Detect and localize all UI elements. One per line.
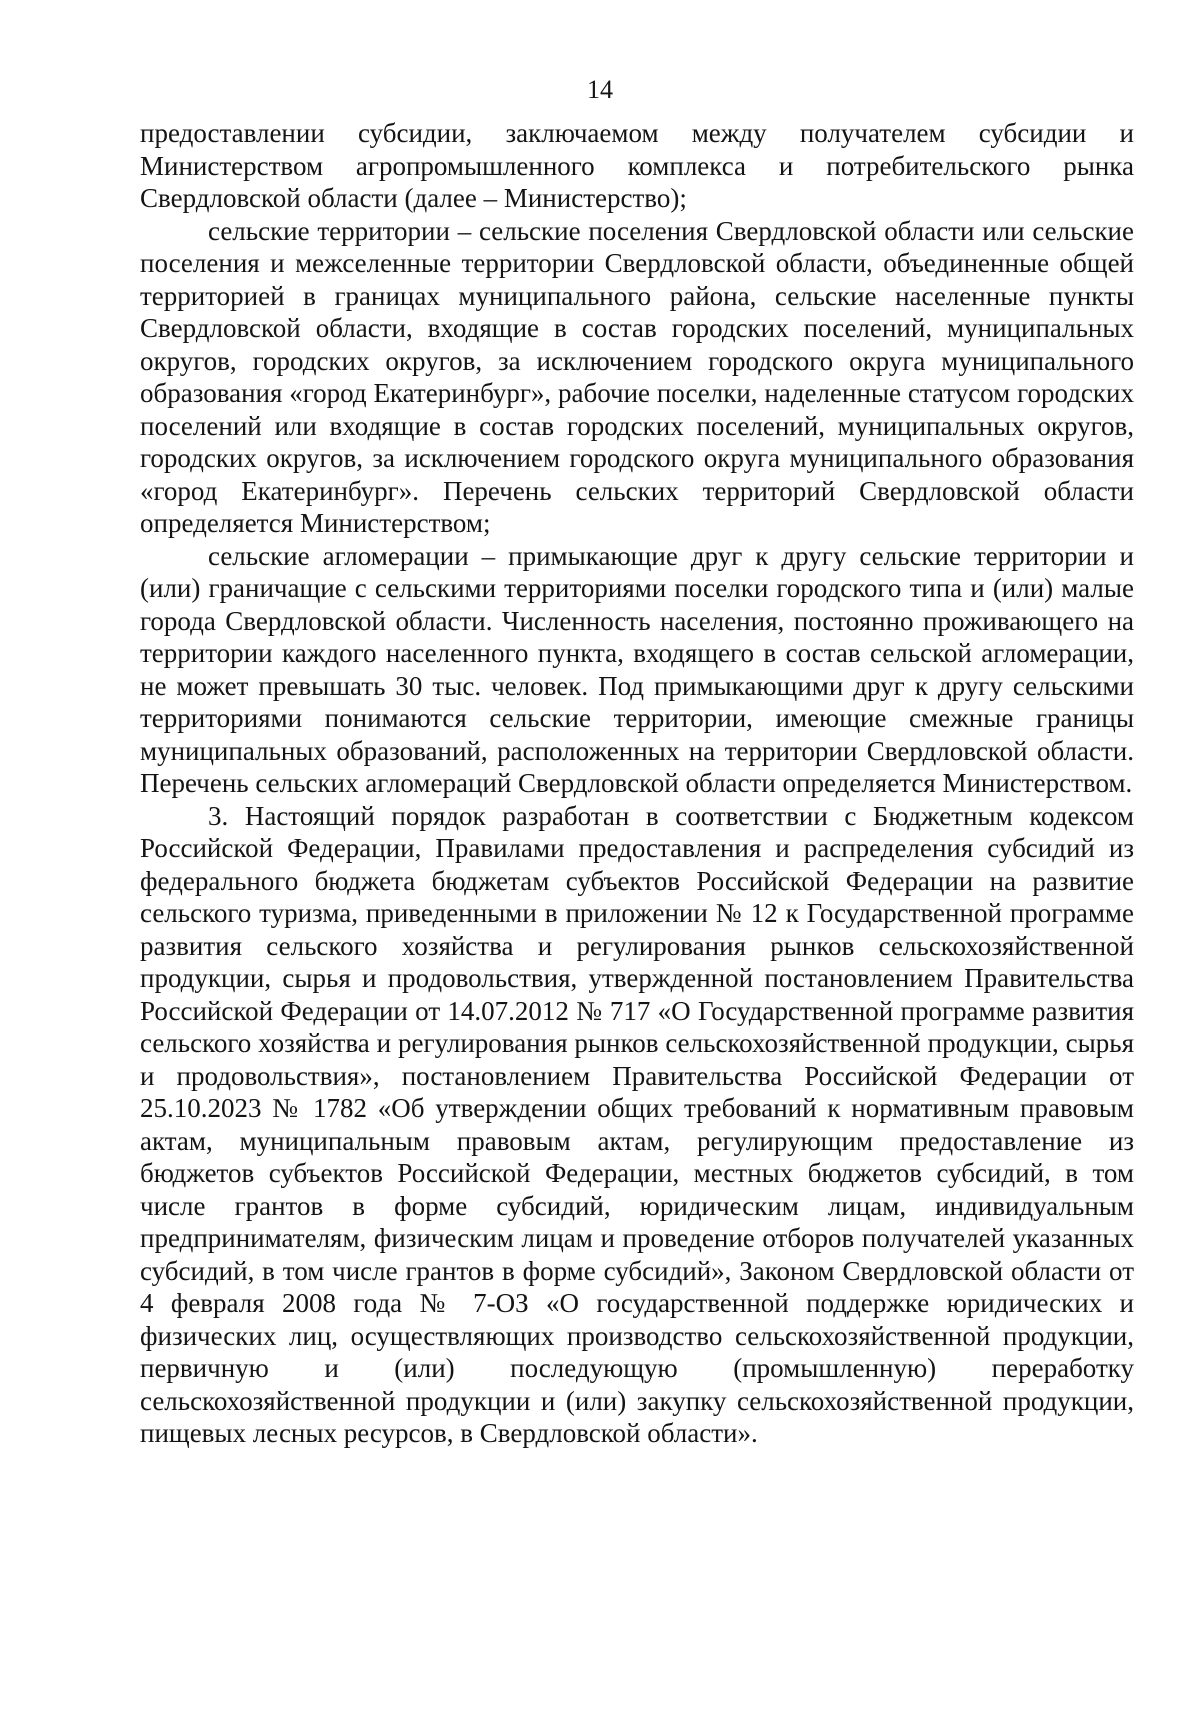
paragraph-rural-territories: сельские территории – сельские поселения Свердловской области или сельские поселения и межселенные территории Свердловской области, объединенные общей территорией в границах муниципального района, сельские населенные пункты Свердловской области, входящие в состав городских поселений, муниципальных округов, городских округов, за исключением городского округа муниципального образования «город Екатеринбург», рабочие поселки, наделенные статусом городских поселений или входящие в состав городских поселений, муниципальных округов, городских округов, за исключением городского округа муниципального образования «город Екатеринбург». Перечень сельских территорий Свердловской области определяется Министерством; <box>140 215 1134 538</box>
paragraph-continuation: предоставлении субсидии, заключаемом между получателем субсидии и Министерством агропромышленного комплекса и потребительского рынка Свердловской области (далее – Министерство); <box>140 118 1134 213</box>
paragraph-item-3: 3. Настоящий порядок разработан в соответствии с Бюджетным кодексом Российской Федерации, Правилами предоставления и распределения субсидий из федерального бюджета бюджетам субъектов Российской Федерации на развитие сельского туризма, приведенными в приложении № 12 к Государственной программе развития сельского хозяйства и регулирования рынков сельскохозяйственной продукции, сырья и продовольствия, утвержденной постановлением Правительства Российской Федерации от 14.07.2012 № 717 «О Государственной программе развития сельского хозяйства и регулирования рынков сельскохозяйственной продукции, сырья и продовольствия», постановлением Правительства Российской Федерации от 25.10.2023 № 1782 «Об утверждении общих требований к нормативным правовым актам, муниципальным правовым актам, регулирующим предоставление из бюджетов субъектов Российской Федерации, местных бюджетов субсидий, в том числе грантов в форме субсидий, юридическим лицам, индивидуальным предпринимателям, физическим лицам и проведение отборов получателей указанных субсидий, в том числе грантов в форме субсидий», Законом Свердловской области от 4 февраля 2008 года № 7-ОЗ «О государственной поддержке юридических и физических лиц, осуществляющих производство сельскохозяйственной продукции, первичную и (или) последующую (промышленную) переработку сельскохозяйственной продукции и (или) закупку сельскохозяйственной продукции, пищевых лесных ресурсов, в Свердловской области». <box>140 800 1134 1448</box>
document-body <box>140 117 1134 1450</box>
paragraph-rural-agglomerations: сельские агломерации – примыкающие друг к другу сельские территории и (или) граничащие с сельскими территориями поселки городского типа и (или) малые города Свердловской области. Численность населения, постоянно проживающего на территории каждого населенного пункта, входящего в состав сельской агломерации, не может превышать 30 тыс. человек. Под примыкающими друг к другу сельскими территориями понимаются сельские территории, имеющие смежные границы муниципальных образований, расположенных на территории Свердловской области. Перечень сельских агломераций Свердловской области определяется Министерством. <box>140 540 1134 798</box>
page-number: 14 <box>587 75 613 104</box>
